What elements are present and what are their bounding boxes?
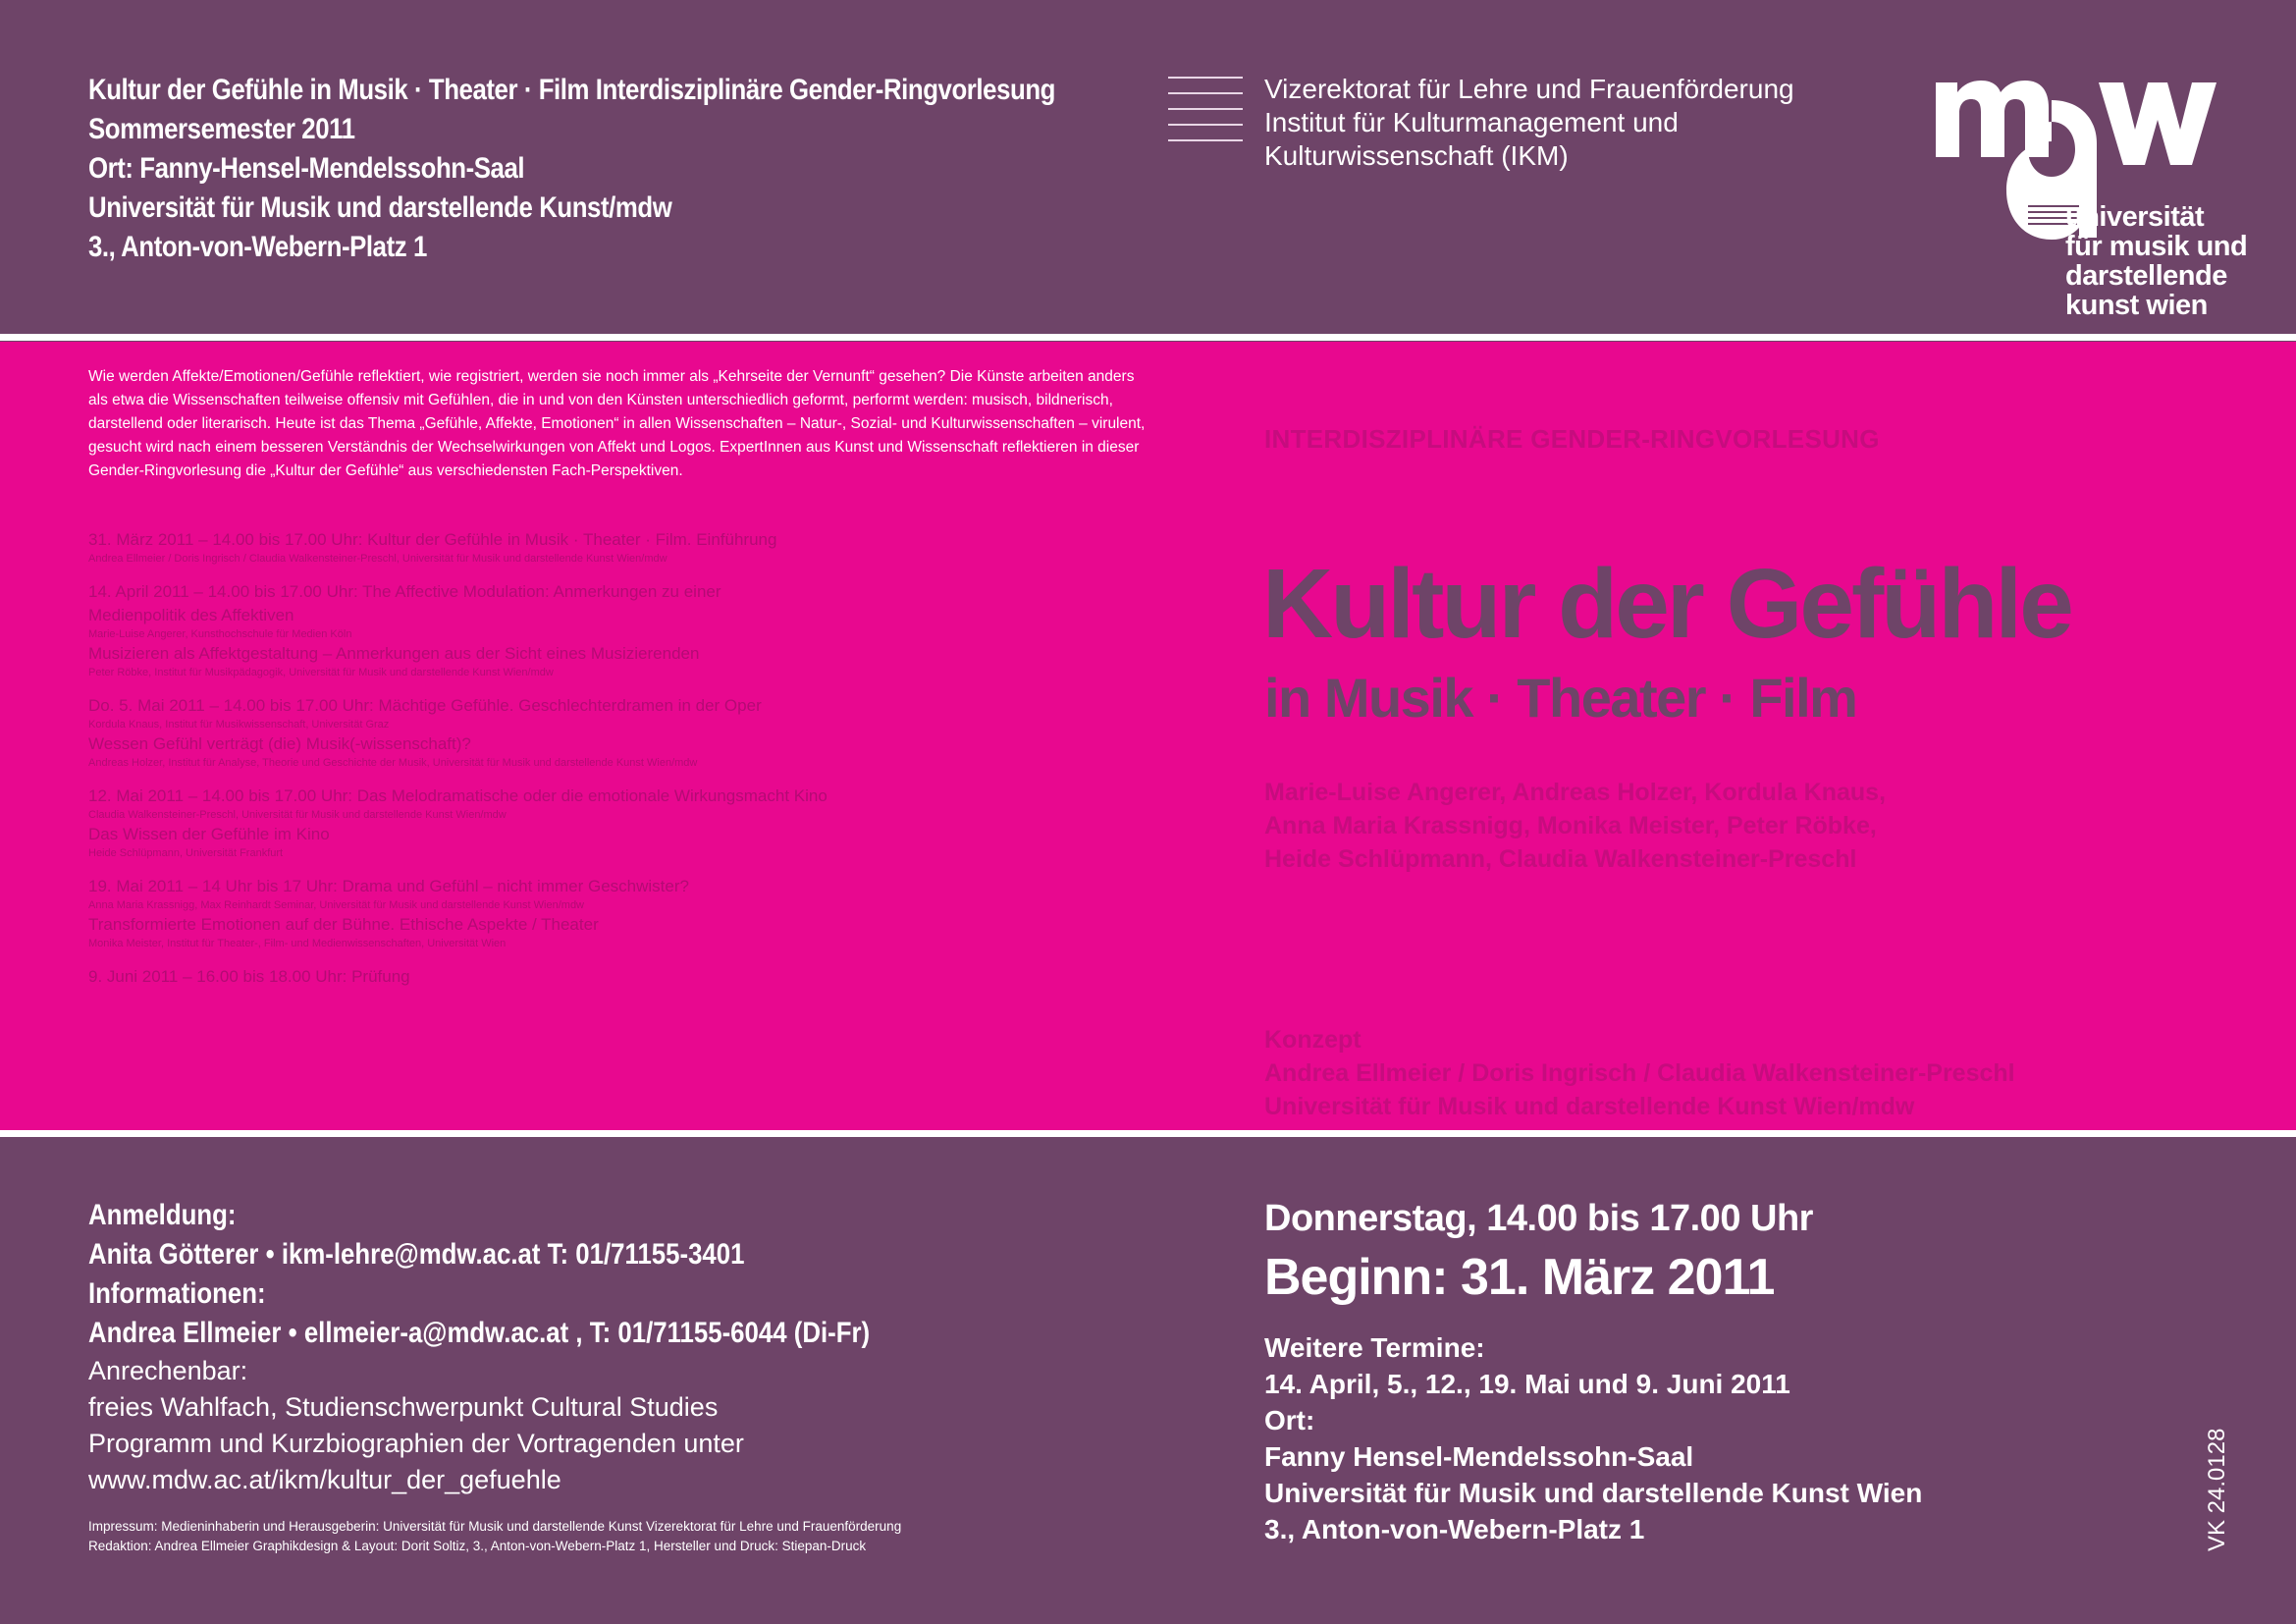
intro-paragraph: Wie werden Affekte/Emotionen/Gefühle reflektiert, wie registriert, werden sie noch immer als „Kehrseite der Vernunft“ gesehen? Die Künste arbeiten anders als etwa die Wissenschaften teilweise offensiv mit Gefühlen, die in und von den Künsten unterschiedlich geformt, performt werden: musisch, bildnerisch, darstellend oder literarisch. Heute ist das Thema „Gefühle, Affekte, Emotionen“ in allen Wissenschaften – Natur-, Sozial- und Kulturwissenschaften – virulent, gesucht wird nach einem besseren Verständnis der Wechselwirkungen von Affekt und Logos. ExpertInnen aus Kunst und Wissenschaft reflektieren in dieser Gender-Ringvorlesung die „Kultur der Gefühle“ aus verschiedensten Fach-Perspektiven. [88,368,1146,479]
main-title: Kultur der Gefühle [1262,549,2071,659]
print-code: VK 24.0128 [2204,1428,2230,1551]
speaker-line: Anna Maria Krassnigg, Monika Meister, Peter Röbke, [1264,812,1877,839]
speaker-line: Marie-Luise Angerer, Andreas Holzer, Kordula Knaus, [1264,779,1887,806]
schedule-date-line: 9. Juni 2011 – 16.00 bis 18.00 Uhr: Prüfung [88,967,410,986]
dates-line: Universität für Musik und darstellende Kunst Wien [1264,1478,1923,1508]
event-info [88,71,1127,267]
dates-block [1264,1194,1922,1547]
schedule-item [88,580,1168,680]
registration-contact: Anita Götterer • ikm-lehre@mdw.ac.at T: 01/71155-3401 [88,1238,745,1271]
schedule-date-line: Do. 5. Mai 2011 – 14.00 bis 17.00 Uhr: Mächtige Gefühle. Geschlechterdramen in der Oper [88,696,762,715]
institute-line: Vizerektorat für Lehre und Frauenförderung [1264,74,1794,104]
schedule-speaker: Heide Schlüpmann, Universität Frankfurt [88,847,284,859]
logo-wordmark [2065,202,2247,320]
credit-line: freies Wahlfach, Studienschwerpunkt Cultural Studies [88,1392,719,1422]
credit-label: Anrechenbar: [88,1356,248,1385]
dates-line: Ort: [1264,1405,1315,1435]
schedule-talk-title: Das Wissen der Gefühle im Kino [88,825,330,843]
dates-line: Fanny Hensel-Mendelssohn-Saal [1264,1441,1694,1472]
dates-line: 14. April, 5., 12., 19. Mai und 9. Juni 2011 [1264,1369,1790,1399]
main-subtitle: in Musik · Theater · Film [1264,667,1857,729]
schedule-date-line: 14. April 2011 – 14.00 bis 17.00 Uhr: The Affective Modulation: Anmerkungen zu einer [88,582,721,601]
schedule-speaker: Andrea Ellmeier / Doris Ingrisch / Claudia Walkensteiner-Preschl, Universität für Musik und darstellende Kunst Wien/mdw [88,553,667,565]
time-line: Donnerstag, 14.00 bis 17.00 Uhr [1264,1198,1813,1239]
schedule-item [88,875,1168,951]
schedule-talk-title: Transformierte Emotionen auf der Bühne. Ethische Aspekte / Theater [88,915,599,934]
schedule-speaker: Kordula Knaus, Institut für Musikwissenschaft, Universität Graz [88,719,390,731]
schedule-speaker: Anna Maria Krassnigg, Max Reinhardt Seminar, Universität für Musik und darstellende Kunst Wien/mdw [88,899,585,911]
divider [0,334,2296,341]
imprint-line: Impressum: Medieninhaberin und Herausgeberin: Universität für Musik und darstellende Kunst Vizerektorat für Lehre und Frauenförderung [88,1519,902,1534]
schedule-speaker: Monika Meister, Institut für Theater-, Film- und Medienwissenschaften, Universität Wien [88,938,507,949]
address-line: 3., Anton-von-Webern-Platz 1 [88,231,427,263]
further-dates [1264,1329,1922,1547]
schedule-item [88,694,1168,771]
institute-line: Institut für Kulturmanagement und [1264,107,1679,137]
info-label: Informationen: [88,1277,266,1310]
info-contact: Andrea Ellmeier • ellmeier-a@mdw.ac.at , T: 01/71155-6044 (Di-Fr) [88,1317,871,1349]
imprint-line: Redaktion: Andrea Ellmeier Graphikdesign & Layout: Dorit Soltiz, 3., Anton-von-Webern-Platz 1, Hersteller und Druck: Stiepan-Druck [88,1539,867,1553]
schedule-item [88,965,1168,989]
logo-line: darstellende [2065,260,2227,292]
website-link[interactable]: www.mdw.ac.at/ikm/kultur_der_gefuehle [88,1465,561,1494]
contact-block [88,1196,1168,1498]
imprint [88,1517,901,1556]
divider [0,1130,2296,1137]
institute-info [1264,73,1794,173]
series-label: INTERDISZIPLINÄRE GENDER-RINGVORLESUNG [1264,424,1880,454]
schedule-item [88,528,1168,567]
schedule-date-line: 31. März 2011 – 14.00 bis 17.00 Uhr: Kultur der Gefühle in Musik · Theater · Film. Einführung [88,530,777,549]
schedule-speaker: Claudia Walkensteiner-Preschl, Universität für Musik und darstellende Kunst Wien/mdw [88,809,507,821]
logo-line: für musik und [2065,231,2248,262]
registration-label: Anmeldung: [88,1199,237,1231]
schedule-speaker: Andreas Holzer, Institut für Analyse, Theorie und Geschichte der Musik, Universität für Musik und darstellende Kunst Wien/mdw [88,757,698,769]
concept-label: Konzept [1264,1026,1362,1054]
venue-line: Ort: Fanny-Hensel-Mendelssohn-Saal [88,152,525,185]
schedule-speaker: Peter Röbke, Institut für Musikpädagogik, Universität für Musik und darstellende Kunst Wien/mdw [88,667,554,678]
semester-line: Sommersemester 2011 [88,113,355,145]
schedule-date-line: 12. Mai 2011 – 14.00 bis 17.00 Uhr: Das Melodramatische oder die emotionale Wirkungsmacht Kino [88,786,828,805]
logo-line: kunst wien [2065,290,2208,321]
logo-line: universität [2065,201,2205,233]
concept-institution: Universität für Musik und darstellende Kunst Wien/mdw [1264,1093,1915,1120]
dates-line: Weitere Termine: [1264,1332,1485,1363]
concept-block [1264,1023,2015,1123]
speaker-list [1264,776,1886,876]
event-title-line: Kultur der Gefühle in Musik · Theater · Film Interdisziplinäre Gender-Ringvorlesung [88,74,1055,106]
schedule-speaker: Marie-Luise Angerer, Kunsthochschule für Medien Köln [88,628,352,640]
decorative-lines [1168,77,1243,145]
schedule-talk-title: Medienpolitik des Affektiven [88,606,294,624]
schedule-item [88,785,1168,861]
institute-line: Kulturwissenschaft (IKM) [1264,140,1569,171]
credit-line: Programm und Kurzbiographien der Vortragenden unter [88,1429,744,1458]
schedule-date-line: 19. Mai 2011 – 14 Uhr bis 17 Uhr: Drama und Gefühl – nicht immer Geschwister? [88,877,689,895]
lecture-schedule [88,528,1168,1002]
speaker-line: Heide Schlüpmann, Claudia Walkensteiner-Preschl [1264,845,1857,873]
start-date: Beginn: 31. März 2011 [1264,1249,1775,1306]
dates-line: 3., Anton-von-Webern-Platz 1 [1264,1514,1645,1544]
concept-names: Andrea Ellmeier / Doris Ingrisch / Claudia Walkensteiner-Preschl [1264,1059,2015,1087]
schedule-talk-title: Wessen Gefühl verträgt (die) Musik(-wissenschaft)? [88,734,471,753]
schedule-talk-title: Musizieren als Affektgestaltung – Anmerkungen aus der Sicht eines Musizierenden [88,644,700,663]
university-line: Universität für Musik und darstellende Kunst/mdw [88,191,672,224]
